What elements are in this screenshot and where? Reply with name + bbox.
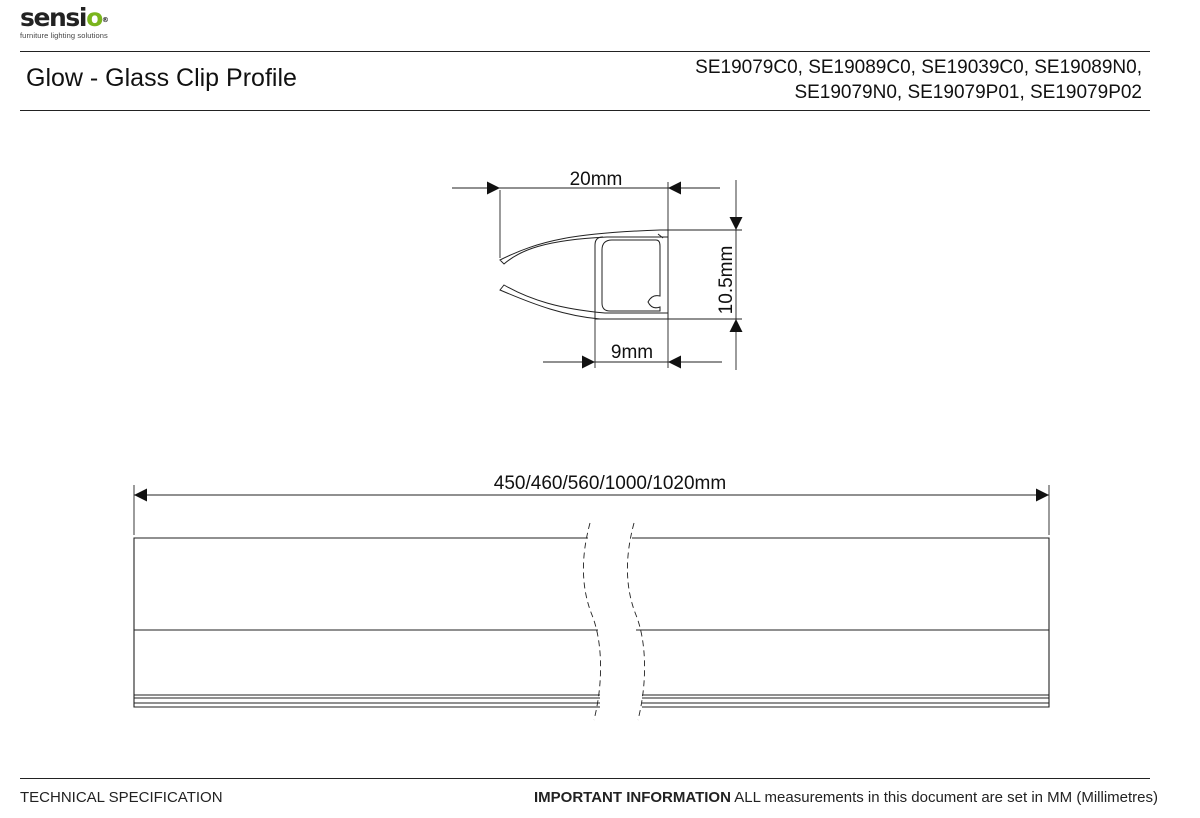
dimension-label-width: 20mm (569, 169, 623, 190)
footer-doc-type: TECHNICAL SPECIFICATION (20, 789, 223, 806)
important-label: IMPORTANT INFORMATION (533, 789, 731, 806)
page-title: Glow - Glass Clip Profile (26, 64, 297, 92)
important-text: ALL measurements in this document are set in MM (Millimetres) (730, 789, 1158, 806)
footer-important-info (534, 789, 1158, 806)
dimension-label-length: 450/460/560/1000/1020mm (493, 473, 727, 494)
product-codes-line-1: SE19079C0, SE19089C0, SE19039C0, SE19089N0, (695, 57, 1142, 78)
break-lines (583, 523, 644, 720)
dimension-label-height: 10.5mm (716, 245, 737, 315)
footer-rule (20, 778, 1150, 779)
dimension-label-channel: 9mm (610, 342, 654, 363)
logo-tagline: furniture lighting solutions (20, 31, 108, 40)
profile-cross-section (500, 230, 668, 319)
product-codes-line-2: SE19079N0, SE19079P01, SE19079P02 (794, 82, 1142, 103)
logo-wordmark: sensio® (20, 3, 108, 32)
dimension-width-20mm (452, 182, 720, 258)
profile-length-view (134, 538, 1049, 707)
